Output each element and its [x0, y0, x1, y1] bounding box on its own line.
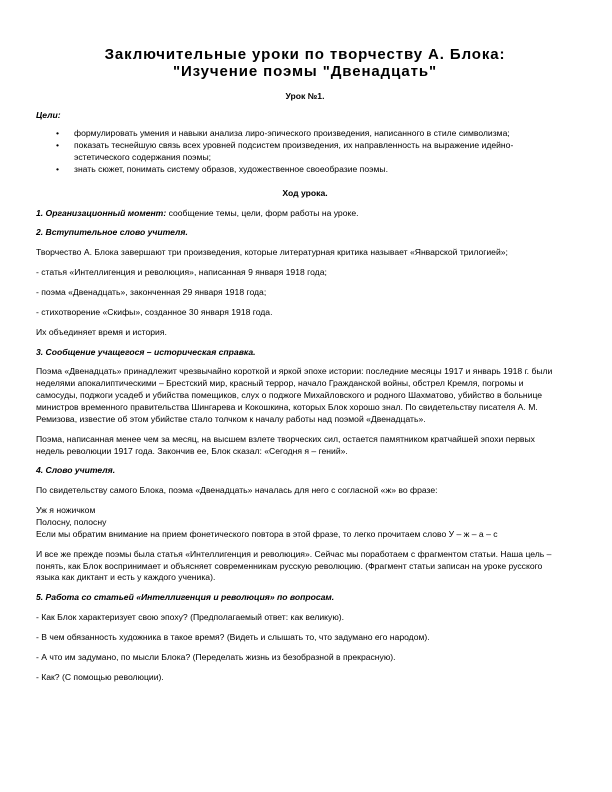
question-line: - Как? (С помощью революции). — [36, 671, 164, 682]
paragraph: Творчество А. Блока завершают три произведения, которые литературная критика называет «Январской трилогией»; — [36, 247, 508, 258]
section-4-heading: 4. Слово учителя. — [36, 465, 116, 476]
title-line-1: Заключительные уроки по творчеству А. Блока: — [104, 46, 506, 63]
list-item: • знать сюжет, понимать систему образов, художественное своеобразие поэмы. — [56, 163, 388, 174]
page-title — [36, 46, 556, 81]
paragraph: Их объединяет время и история. — [36, 326, 167, 337]
quote-line: Полосну, полосну — [36, 516, 107, 527]
list-item: • показать теснейшую связь всех уровней подсистем произведения, их направленность на выражение идейно-эстетического содержания поэмы; — [56, 140, 514, 162]
bullet-icon: • — [56, 140, 60, 151]
paragraph: Если мы обратим внимание на прием фонетического повтора в этой фразе, то легко прочитаем слово У – ж – а – с — [36, 528, 498, 539]
goals-heading: Цели: — [36, 110, 61, 121]
quote-line: Уж я ножичком — [36, 505, 96, 516]
section-2-heading: 2. Вступительное слово учителя. — [36, 227, 188, 238]
bullet-icon: • — [56, 163, 60, 174]
section-1 — [36, 208, 556, 220]
question-line: - В чем обязанность художника в такое время? (Видеть и слышать то, что задумано его народом). — [36, 632, 430, 642]
paragraph: По свидетельству самого Блока, поэма «Двенадцать» началась для него с согласной «ж» во фразе: — [36, 485, 438, 496]
course-heading: Ход урока. — [282, 187, 328, 198]
list-item: • формулировать умения и навыки анализа лиро-эпического произведения, написанного в стиле символизма; — [56, 128, 510, 139]
paragraph: Поэма «Двенадцать» принадлежит чрезвычайно короткой и яркой эпохе истории: последние месяцы 1917 и январь 1918 г. были неделями апокалиптическими – Брестский мир, красный террор, начало Гражданской войны, обстрел Кремля, погромы и самосуды, поджоги усадеб и убийства помещиков, слух о поджоге Михайловского и родного Шахматово, убийство в больнице министров временного правительства Шингарева и Кокошкина, которых Блок хорошо знал. По свидетельству писателя А. М. Ремизова, известие об этом убийстве стало толчком к началу работы над поэмой «Двенадцать». — [36, 366, 553, 424]
paragraph: - статья «Интеллигенция и революция», написанная 9 января 1918 года; — [36, 267, 327, 278]
goals-list — [36, 128, 556, 175]
paragraph: - стихотворение «Скифы», созданное 30 января 1918 года. — [36, 306, 273, 317]
question-line: - А что им задумано, по мысли Блока? (Переделать жизнь из безобразной в прекрасную). — [36, 651, 396, 662]
section-3-heading: 3. Сообщение учащегося – историческая справка. — [36, 346, 256, 357]
title-line-2: "Изучение поэмы "Двенадцать" — [172, 63, 438, 81]
paragraph: Поэма, написанная менее чем за месяц, на высшем взлете творческих сил, остается памятником кратчайшей эпохи первых недель революции 1917 года. Закончив ее, Блок сказал: «Сегодня я – гений». — [36, 433, 535, 456]
section-1-text: сообщение темы, цели, форм работы на уроке. — [166, 207, 359, 218]
lesson-number: Урок №1. — [285, 90, 325, 101]
section-1-heading: 1. Организационный момент: — [36, 207, 167, 218]
paragraph: И все же прежде поэмы была статья «Интеллигенция и революция». Сейчас мы поработаем с фрагментом статьи. Наша цель – понять, как Блок воспринимает и объясняет современникам русскую революцию. (Фрагмент статьи записан на уроке русского языка как диктант и есть у каждого ученика). — [36, 548, 552, 583]
paragraph: - поэма «Двенадцать», законченная 29 января 1918 года; — [36, 286, 267, 297]
question-line: - Как Блок характеризует свою эпоху? (Предполагаемый ответ: как великую). — [36, 612, 345, 623]
bullet-icon: • — [56, 128, 60, 139]
section-5-heading: 5. Работа со статьей «Интеллигенция и революция» по вопросам. — [36, 592, 335, 603]
